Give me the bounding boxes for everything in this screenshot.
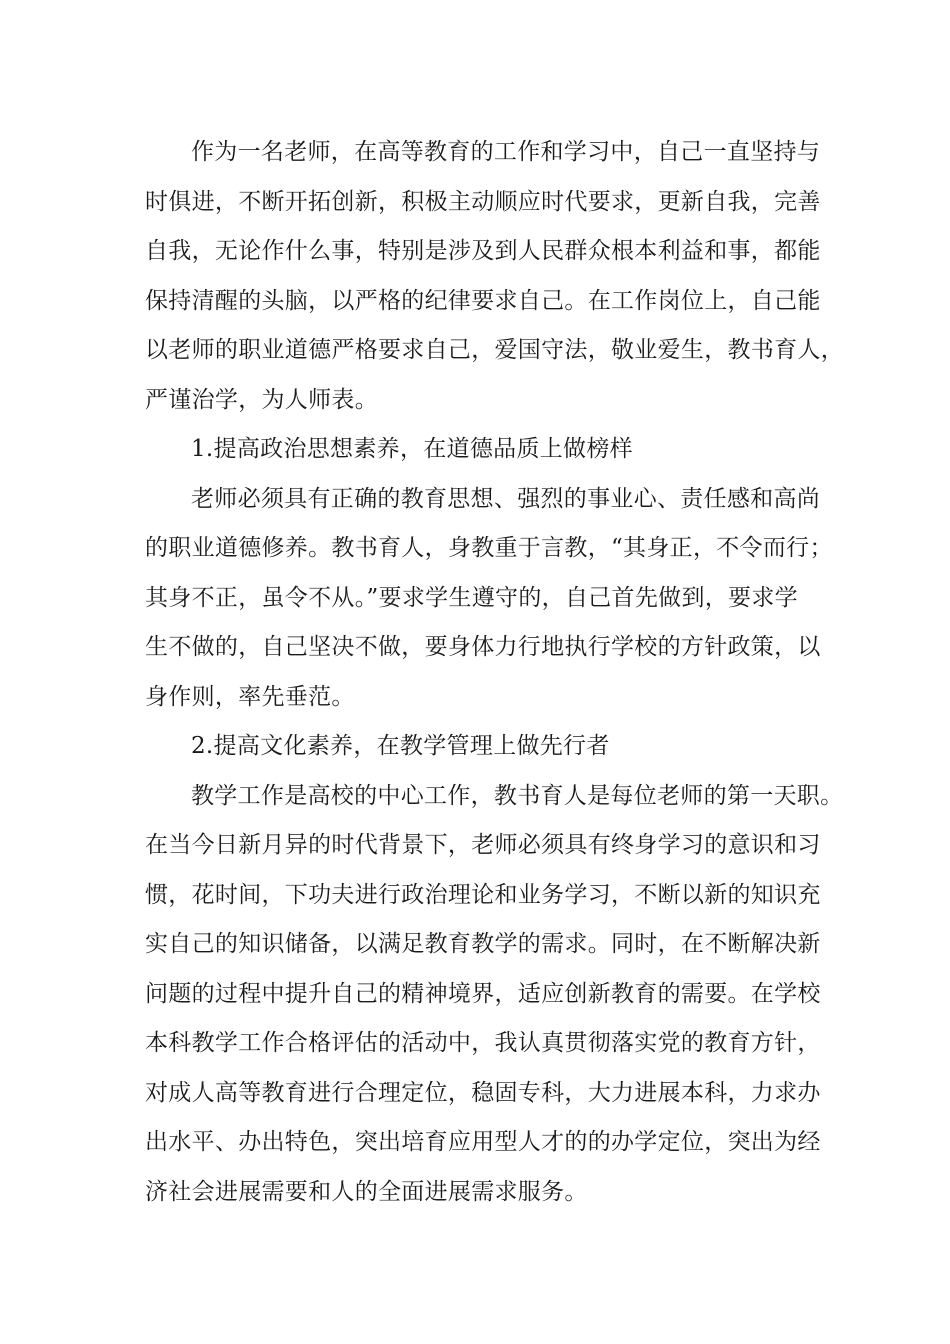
- text-line: 身作则，率先垂范。: [145, 683, 355, 710]
- text-line: 自我，无论作什么事，特别是涉及到人民群众根本利益和事，都能: [145, 238, 821, 264]
- text-line: 惯，花时间，下功夫进行政治理论和业务学习，不断以新的知识充: [145, 881, 821, 908]
- text-line: 的职业道德修养。教书育人，身教重于言教，“其身正，不令而行；: [145, 535, 833, 561]
- text-line: 生不做的，自己坚决不做，要身体力行地执行学校的方针政策，以: [145, 634, 821, 660]
- heading-text: 2.提高文化素养，在教学管理上做先行者: [191, 733, 610, 759]
- text-line: 济社会进展需要和人的全面进展需求服务。: [145, 1178, 588, 1205]
- text-line: 本科教学工作合格评估的活动中，我认真贯彻落实党的教育方针，: [145, 1030, 821, 1056]
- text-line: 老师必须具有正确的教育思想、强烈的事业心、责任感和高尚: [191, 485, 821, 512]
- paragraph-moral: [145, 475, 833, 723]
- text-line: 对成人高等教育进行合理定位，稳固专科，大力进展本科，力求办: [145, 1079, 821, 1106]
- text-line: 严谨治学，为人师表。: [145, 386, 378, 413]
- text-line: 其身不正，虽令不从。”要求学生遵守的，自己首先做到，要求学: [145, 584, 798, 611]
- paragraph-culture: [145, 772, 844, 1218]
- section-heading-1: [145, 425, 810, 475]
- text-line: 在当今日新月异的时代背景下，老师必须具有终身学习的意识和习: [145, 832, 821, 858]
- paragraph-intro: [145, 128, 844, 425]
- text-line: 保持清醒的头脑，以严格的纪律要求自己。在工作岗位上，自己能: [145, 287, 821, 314]
- text-line: 作为一名老师，在高等教育的工作和学习中，自己一直坚持与: [191, 139, 821, 165]
- text-line: 问题的过程中提升自己的精神境界，适应创新教育的需要。在学校: [145, 980, 821, 1007]
- text-line: 出水平、办出特色，突出培育应用型人才的的办学定位，突出为经: [145, 1129, 821, 1155]
- section-heading-2: [145, 722, 810, 772]
- text-line: 时俱进，不断开拓创新，积极主动顺应时代要求，更新自我，完善: [145, 188, 821, 215]
- text-line: 教学工作是高校的中心工作，教书育人是每位老师的第一天职。: [191, 782, 844, 809]
- document-body: [145, 128, 844, 1217]
- text-line: 以老师的职业道德严格要求自己，爱国守法，敬业爱生，教书育人，: [145, 337, 844, 363]
- heading-text: 1.提高政治思想素养，在道德品质上做榜样: [191, 436, 633, 462]
- text-line: 实自己的知识储备，以满足教育教学的需求。同时，在不断解决新: [145, 931, 821, 957]
